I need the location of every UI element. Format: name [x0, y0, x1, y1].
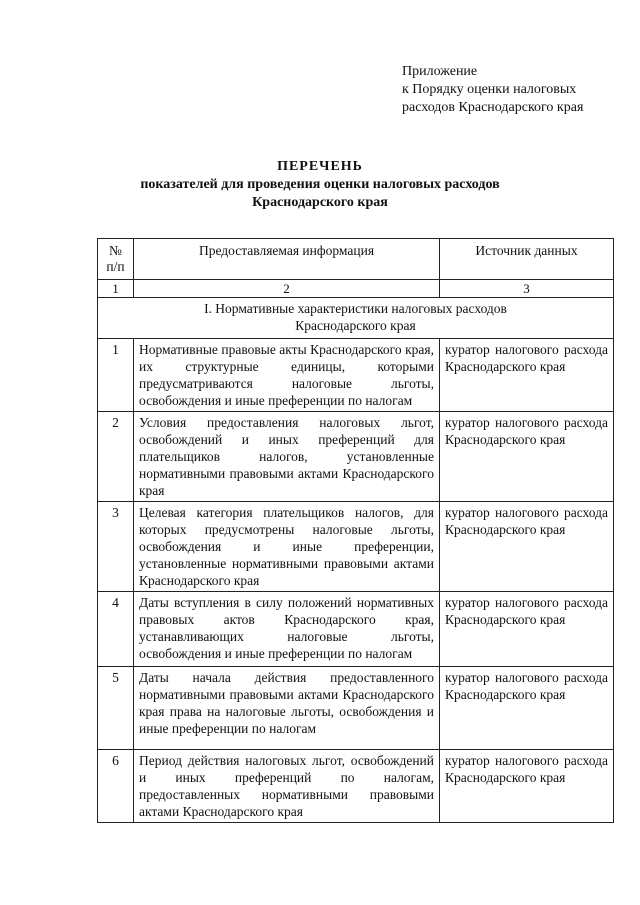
column-numbers-row	[98, 280, 614, 298]
column-number: 2	[134, 280, 440, 298]
title-line-3: Краснодарского края	[252, 195, 388, 210]
table-row	[98, 412, 614, 502]
row-source: куратор налогового расхода Краснодарского края	[440, 667, 614, 750]
row-number: 3	[98, 502, 134, 592]
row-number: 5	[98, 667, 134, 750]
row-info: Даты вступления в силу положений нормативных правовых актов Краснодарского края, устанавливающих налоговые льготы, освобождения и иные преференции по налогам	[134, 592, 440, 667]
section-line-1: I. Нормативные характеристики налоговых расходов	[204, 301, 507, 316]
column-number: 1	[98, 280, 134, 298]
annex-note	[402, 63, 583, 117]
section-heading	[98, 298, 614, 339]
row-source: куратор налогового расхода Краснодарского края	[440, 502, 614, 592]
section-row	[98, 298, 614, 339]
header-source: Источник данных	[440, 239, 614, 280]
row-info: Нормативные правовые акты Краснодарского края, их структурные единицы, которыми предусматриваются налоговые льготы, освобождения и иные преференции по налогам	[134, 339, 440, 412]
header-num-line-1: №	[109, 243, 122, 258]
title-line-1: ПЕРЕЧЕНЬ	[277, 159, 363, 174]
table-row	[98, 750, 614, 823]
indicators-table	[97, 238, 614, 823]
row-number: 2	[98, 412, 134, 502]
annex-line-1: Приложение	[402, 64, 478, 79]
row-source: куратор налогового расхода Краснодарского края	[440, 592, 614, 667]
table-row	[98, 592, 614, 667]
row-source: куратор налогового расхода Краснодарского края	[440, 412, 614, 502]
table-row	[98, 339, 614, 412]
row-source: куратор налогового расхода Краснодарского края	[440, 750, 614, 823]
annex-line-3: расходов Краснодарского края	[402, 100, 584, 115]
title-line-2: показателей для проведения оценки налоговых расходов	[140, 177, 500, 192]
row-source: куратор налогового расхода Краснодарского края	[440, 339, 614, 412]
header-num	[98, 239, 134, 280]
row-info: Условия предоставления налоговых льгот, освобождений и иных преференций для плательщиков налогов, установленные нормативными правовыми актами Краснодарского края	[134, 412, 440, 502]
row-number: 4	[98, 592, 134, 667]
row-info: Целевая категория плательщиков налогов, для которых предусмотрены налоговые льготы, освобождения и иные преференции, установленные нормативными правовыми актами Краснодарского края	[134, 502, 440, 592]
annex-line-2: к Порядку оценки налоговых	[402, 82, 577, 97]
header-num-line-2: п/п	[106, 259, 125, 274]
row-number: 1	[98, 339, 134, 412]
table-header-row	[98, 239, 614, 280]
document-title	[0, 158, 640, 212]
row-number: 6	[98, 750, 134, 823]
table-row	[98, 502, 614, 592]
column-number: 3	[440, 280, 614, 298]
table-row	[98, 667, 614, 750]
section-line-2: Краснодарского края	[295, 318, 416, 333]
row-info: Даты начала действия предоставленного нормативными правовыми актами Краснодарского края права на налоговые льготы, освобождения и иные преференции по налогам	[134, 667, 440, 750]
row-info: Период действия налоговых льгот, освобождений и иных преференций по налогам, предоставленных нормативными правовыми актами Краснодарского края	[134, 750, 440, 823]
header-info: Предоставляемая информация	[134, 239, 440, 280]
